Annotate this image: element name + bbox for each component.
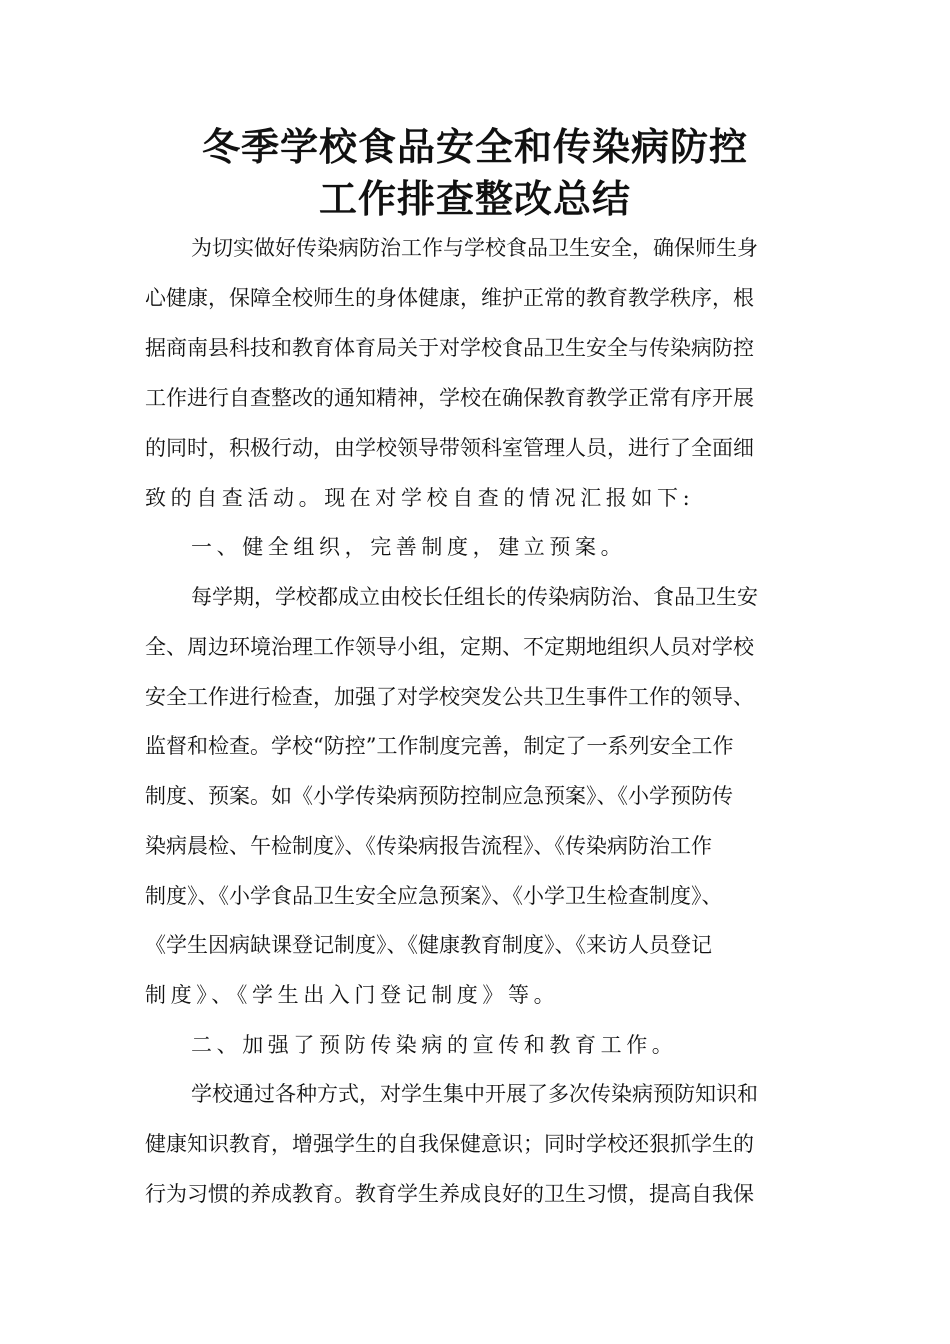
paragraph-line: 制度》、《小学食品卫生安全应急预案》、《小学卫生检查制度》、 <box>145 884 723 908</box>
section-heading: 二、加强了预防传染病的宣传和教育工作。 <box>191 1033 678 1057</box>
paragraph-line: 工作进行自查整改的通知精神，学校在确保教育教学正常有序开展 <box>145 386 754 410</box>
paragraph-line: 全、周边环境治理工作领导小组，定期、不定期地组织人员对学校 <box>145 635 754 659</box>
paragraph-line: 学校通过各种方式，对学生集中开展了多次传染病预防知识和 <box>191 1082 758 1106</box>
paragraph-line: 心健康，保障全校师生的身体健康，维护正常的教育教学秩序，根 <box>145 286 754 310</box>
paragraph-line: 《学生因病缺课登记制度》、《健康教育制度》、《来访人员登记 <box>145 933 712 957</box>
paragraph-line: 制度》、《学生出入门登记制度》等。 <box>145 983 560 1007</box>
paragraph-line: 监督和检查。学校“防控”工作制度完善，制定了一系列安全工作 <box>145 734 734 758</box>
paragraph-line: 致的自查活动。现在对学校自查的情况汇报如下: <box>145 486 695 510</box>
paragraph-line: 为切实做好传染病防治工作与学校食品卫生安全，确保师生身 <box>191 236 758 260</box>
paragraph-line: 制度、预案。如《小学传染病预防控制应急预案》、《小学预防传 <box>145 784 733 808</box>
paragraph-line: 每学期，学校都成立由校长任组长的传染病防治、食品卫生安 <box>191 585 758 609</box>
paragraph-line: 的同时，积极行动，由学校领导带领科室管理人员，进行了全面细 <box>145 436 754 460</box>
paragraph-line: 染病晨检、午检制度》、《传染病报告流程》、《传染病防治工作 <box>145 834 712 858</box>
paragraph-line: 健康知识教育，增强学生的自我保健意识；同时学校还狠抓学生的 <box>145 1132 754 1156</box>
paragraph-line: 据商南县科技和教育体育局关于对学校食品卫生安全与传染病防控 <box>145 336 754 360</box>
paragraph-line: 行为习惯的养成教育。教育学生养成良好的卫生习惯，提高自我保 <box>145 1182 754 1206</box>
section-heading: 一、健全组织，完善制度，建立预案。 <box>191 535 627 559</box>
paragraph-line: 安全工作进行检查，加强了对学校突发公共卫生事件工作的领导、 <box>145 685 754 709</box>
document-title-line-2: 工作排查整改总结 <box>318 176 631 221</box>
document-title-line-1: 冬季学校食品安全和传染病防控 <box>201 124 748 169</box>
